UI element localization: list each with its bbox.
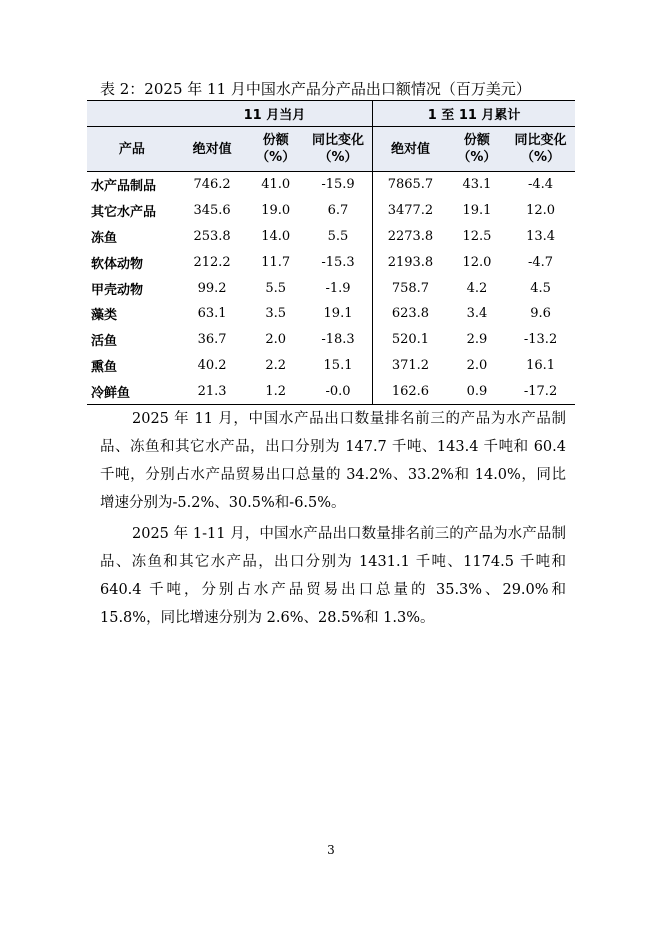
cell-month-share: 14.0 [261, 228, 291, 244]
cell-cum-abs: 371.2 [391, 357, 430, 373]
table-row [87, 353, 575, 379]
row-product-name: 其它水产品 [91, 205, 157, 221]
cell-cum-yoy: 12.0 [526, 203, 556, 219]
cell-month-abs: 63.1 [197, 306, 227, 322]
cell-month-yoy: 6.7 [304, 198, 373, 224]
table-row [87, 327, 575, 353]
row-product-name: 冻鱼 [91, 230, 118, 246]
cell-month-yoy: -0.0 [304, 378, 373, 404]
cell-month-yoy: -15.9 [304, 172, 373, 198]
cell-month-share: 2.0 [265, 332, 287, 348]
cell-month-share: 3.5 [265, 306, 287, 322]
cell-month-share: 41.0 [261, 177, 291, 193]
cell-cum-share: 0.9 [448, 378, 506, 404]
cell-month-share: 2.2 [265, 357, 287, 373]
cell-cum-yoy: 16.1 [526, 357, 556, 373]
col-header-share-cum: 份额 （%） [448, 127, 506, 172]
cell-month-abs: 212.2 [193, 254, 231, 270]
col-header-abs: 绝对值 [177, 127, 248, 172]
cell-cum-abs: 162.6 [373, 378, 448, 404]
cell-cum-abs: 7865.7 [387, 177, 434, 193]
row-product-name: 软体动物 [91, 256, 144, 272]
col-header-share: 份额 （%） [248, 127, 304, 172]
cell-cum-abs: 758.7 [391, 280, 430, 296]
col-header-yoy-cum: 同比变化 （%） [506, 127, 575, 172]
table-caption: 表 2：2025 年 11 月中国水产品分产品出口额情况（百万美元） [100, 80, 531, 98]
cell-month-yoy: 5.5 [304, 224, 373, 250]
table-row [87, 198, 575, 224]
cell-cum-abs: 3477.2 [387, 203, 434, 219]
cell-cum-yoy: 4.5 [530, 280, 551, 296]
table-row [87, 224, 575, 250]
cell-month-abs: 99.2 [197, 280, 227, 296]
cell-month-abs: 345.6 [193, 203, 231, 219]
cell-month-share: 5.5 [265, 280, 287, 296]
cell-cum-share: 12.0 [462, 254, 492, 270]
cell-cum-yoy: -4.7 [528, 254, 554, 270]
col-header-abs-cum: 绝对值 [373, 127, 448, 172]
export-table [87, 100, 575, 405]
cell-cum-share: 43.1 [462, 177, 492, 193]
group-header-month: 11 月当月 [177, 101, 373, 127]
cell-cum-yoy: -4.4 [528, 177, 554, 193]
row-product-name: 活鱼 [91, 334, 118, 350]
row-product-name: 熏鱼 [91, 359, 118, 375]
table-row [87, 249, 575, 275]
cell-cum-share: 4.2 [466, 280, 488, 296]
group-header-row [87, 101, 575, 127]
cell-month-yoy: -18.3 [304, 327, 373, 353]
table-row [87, 172, 575, 198]
cell-cum-share: 2.9 [466, 332, 488, 348]
table-row [87, 275, 575, 301]
paragraph-jan-nov: 2025 年 1-11 月，中国水产品出口数量排名前三的产品为水产品制品、冻鱼和其它水产品，出口分别为 1431.1 千吨、1174.5 千吨和 640.4 千吨，分别占水产品贸易出口总量的 35.3%、29.0%和 15.8%，同比增速分别为 2.6%、28.5%和 1.3%。 [100, 526, 566, 626]
cell-month-share: 11.7 [261, 254, 291, 270]
column-header-row [87, 127, 575, 172]
cell-month-abs: 746.2 [193, 177, 231, 193]
cell-month-abs: 21.3 [177, 378, 248, 404]
table-row [87, 301, 575, 327]
cell-month-yoy: 15.1 [304, 353, 373, 379]
cell-cum-yoy: 13.4 [526, 228, 556, 244]
cell-cum-abs: 520.1 [391, 332, 430, 348]
cell-cum-abs: 2273.8 [387, 228, 434, 244]
cell-month-abs: 253.8 [193, 228, 231, 244]
cell-month-share: 19.0 [261, 203, 291, 219]
cell-cum-share: 2.0 [466, 357, 488, 373]
paragraph-november: 2025 年 11 月，中国水产品出口数量排名前三的产品为水产品制品、冻鱼和其它水产品，出口分别为 147.7 千吨、143.4 千吨和 60.4 千吨，分别占水产品贸易出口总量的 34.2%、33.2%和 14.0%，同比增速分别为-5.2%、30.5%和-6.5%。 [100, 411, 566, 511]
row-product-name: 甲壳动物 [91, 282, 144, 298]
group-header-cumulative: 1 至 11 月累计 [373, 101, 575, 127]
cell-cum-yoy: -17.2 [506, 378, 575, 404]
cell-month-yoy: -15.3 [304, 249, 373, 275]
cell-month-yoy: 19.1 [304, 301, 373, 327]
cell-cum-abs: 2193.8 [387, 254, 434, 270]
cell-cum-share: 3.4 [466, 306, 488, 322]
cell-month-abs: 40.2 [197, 357, 227, 373]
row-product-name: 水产品制品 [91, 179, 157, 195]
row-product-name: 冷鲜鱼 [87, 378, 177, 404]
cell-cum-share: 12.5 [462, 228, 492, 244]
cell-month-share: 1.2 [248, 378, 304, 404]
cell-month-yoy: -1.9 [304, 275, 373, 301]
table-row [87, 378, 575, 404]
cell-cum-yoy: -13.2 [523, 332, 558, 348]
col-header-yoy: 同比变化 （%） [304, 127, 373, 172]
cell-cum-abs: 623.8 [391, 306, 430, 322]
row-product-name: 藻类 [91, 308, 118, 324]
header-blank [87, 101, 177, 127]
page-number: 3 [327, 843, 335, 857]
cell-month-abs: 36.7 [197, 332, 227, 348]
col-header-product: 产品 [87, 127, 177, 172]
cell-cum-share: 19.1 [462, 203, 492, 219]
cell-cum-yoy: 9.6 [530, 306, 551, 322]
